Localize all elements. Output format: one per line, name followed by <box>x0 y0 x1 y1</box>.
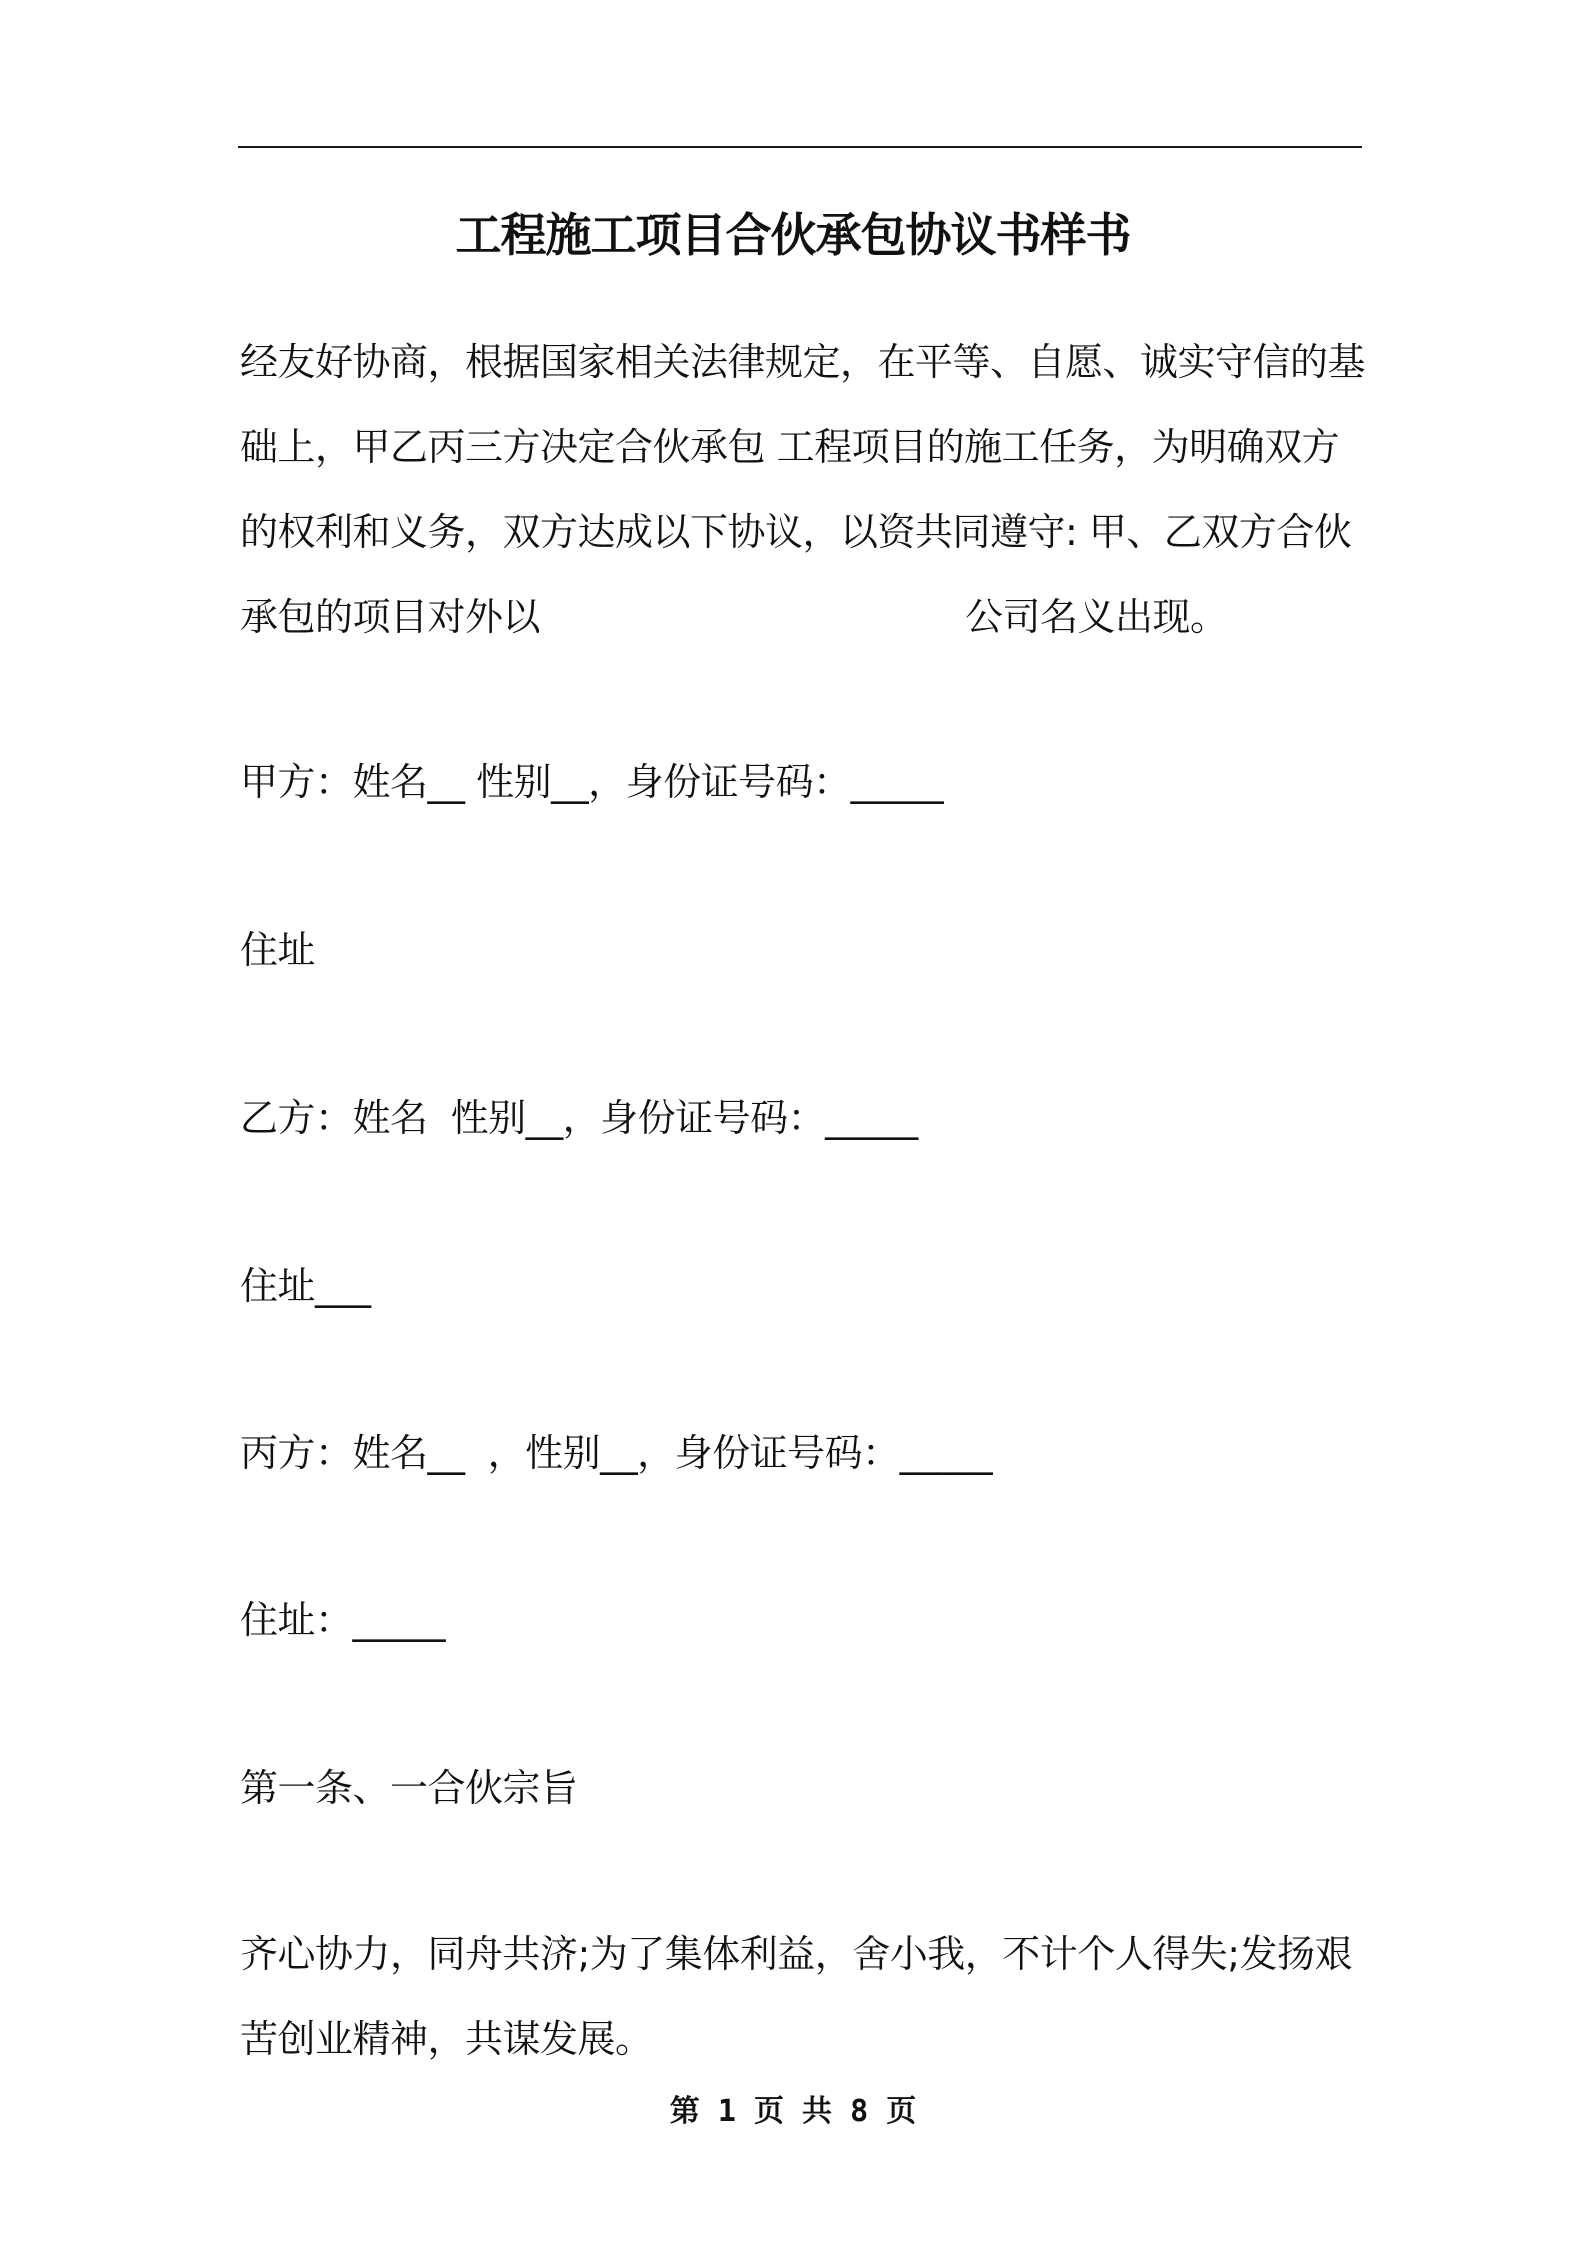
header-rule <box>238 146 1362 148</box>
party-a-address: 住址 <box>240 928 316 972</box>
party-b-info: 乙方：姓名 性别__，身份证号码：_____ <box>240 1096 918 1140</box>
page-indicator: 第 1 页 共 8 页 <box>669 2094 917 2129</box>
party-b-address: 住址___ <box>240 1264 371 1308</box>
party-a-info: 甲方：姓名__ 性别__，身份证号码：_____ <box>240 760 944 804</box>
article-1-heading: 第一条、一合伙宗旨 <box>240 1766 578 1810</box>
intro-text-end: 公司名义出现。 <box>965 595 1228 639</box>
party-c-address: 住址：_____ <box>240 1598 446 1642</box>
intro-paragraph <box>240 320 1365 660</box>
document-title: 工程施工项目合伙承包协议书样书 <box>455 208 1131 262</box>
intro-text: 经友好协商，根据国家相关法律规定，在平等、自愿、诚实守信的基础上，甲乙丙三方决定合伙承包 工程项目的施工任务，为明确双方的权利和义务，双方达成以下协议，以资共同遵守: 甲、乙双方合伙承包的项目对外以 <box>240 340 1366 639</box>
article-1-body: 齐心协力，同舟共济;为了集体利益，舍小我，不计个人得失;发扬艰苦创业精神，共谋发展。 <box>240 1932 1353 2061</box>
party-c-info: 丙方：姓名__ ，性别__，身份证号码：_____ <box>240 1431 993 1475</box>
